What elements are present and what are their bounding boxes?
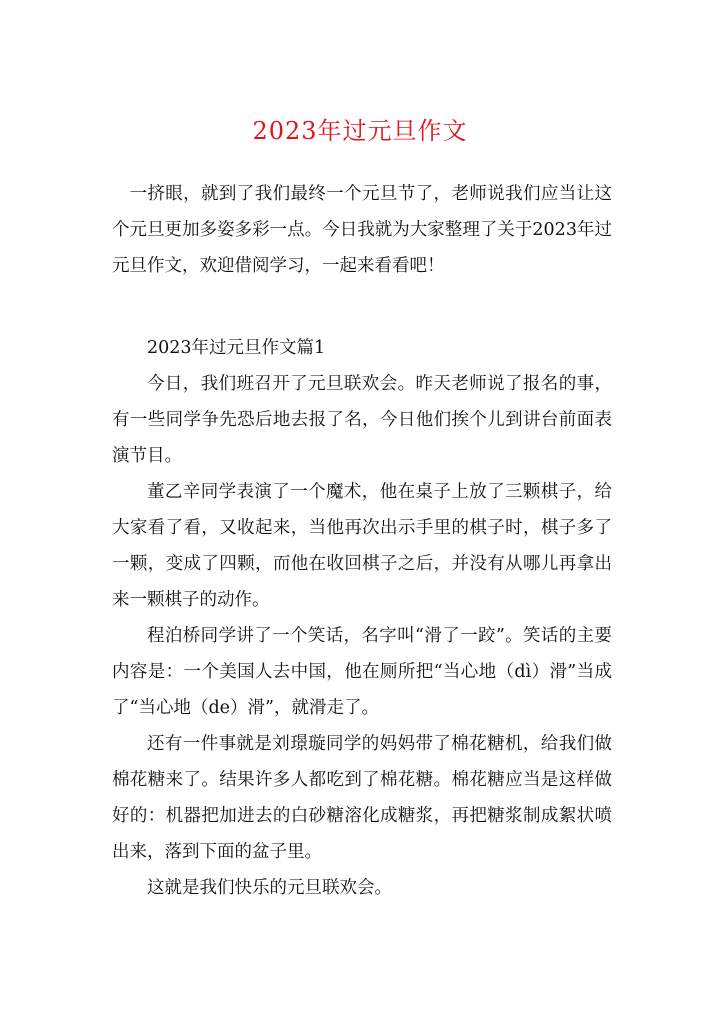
body-paragraph-3: 程泊桥同学讲了一个笑话，名字叫“滑了一跤”。笑话的主要内容是：一个美国人去中国，他在厕所把“当心地（dì）滑”当成了“当心地（de）滑”，就滑走了。 (112, 626, 612, 718)
intro-paragraph: 一挤眼，就到了我们最终一个元旦节了，老师说我们应当让这个元旦更加多姿多彩一点。今日我就为大家整理了关于2023年过元旦作文，欢迎借阅学习，一起来看看吧！ (112, 184, 612, 276)
body-paragraph-2: 董乙辛同学表演了一个魔术，他在桌子上放了三颗棋子，给大家看了看，又收起来，当他再次出示手里的棋子时，棋子多了一颗，变成了四颗，而他在收回棋子之后，并没有从哪儿再拿出来一颗棋子的动作。 (112, 482, 612, 610)
paragraph-gap (112, 284, 612, 330)
document-title: 2023年过元旦作文 (252, 117, 468, 145)
body-paragraph-5: 这就是我们快乐的元旦联欢会。 (147, 878, 392, 898)
body-paragraph-1: 今日，我们班召开了元旦联欢会。昨天老师说了报名的事，有一些同学争先恐后地去报了名，今日他们挨个儿到讲台前面表演节目。 (112, 374, 612, 466)
body-paragraph-4: 还有一件事就是刘璟璇同学的妈妈带了棉花糖机，给我们做棉花糖来了。结果许多人都吃到了棉花糖。棉花糖应当是这样做好的：机器把加进去的白砂糖溶化成糖浆，再把糖浆制成絮状喷出来，落到下面的盆子里。 (112, 734, 612, 862)
document-body (112, 176, 612, 906)
section-heading: 2023年过元旦作文篇1 (147, 338, 326, 358)
